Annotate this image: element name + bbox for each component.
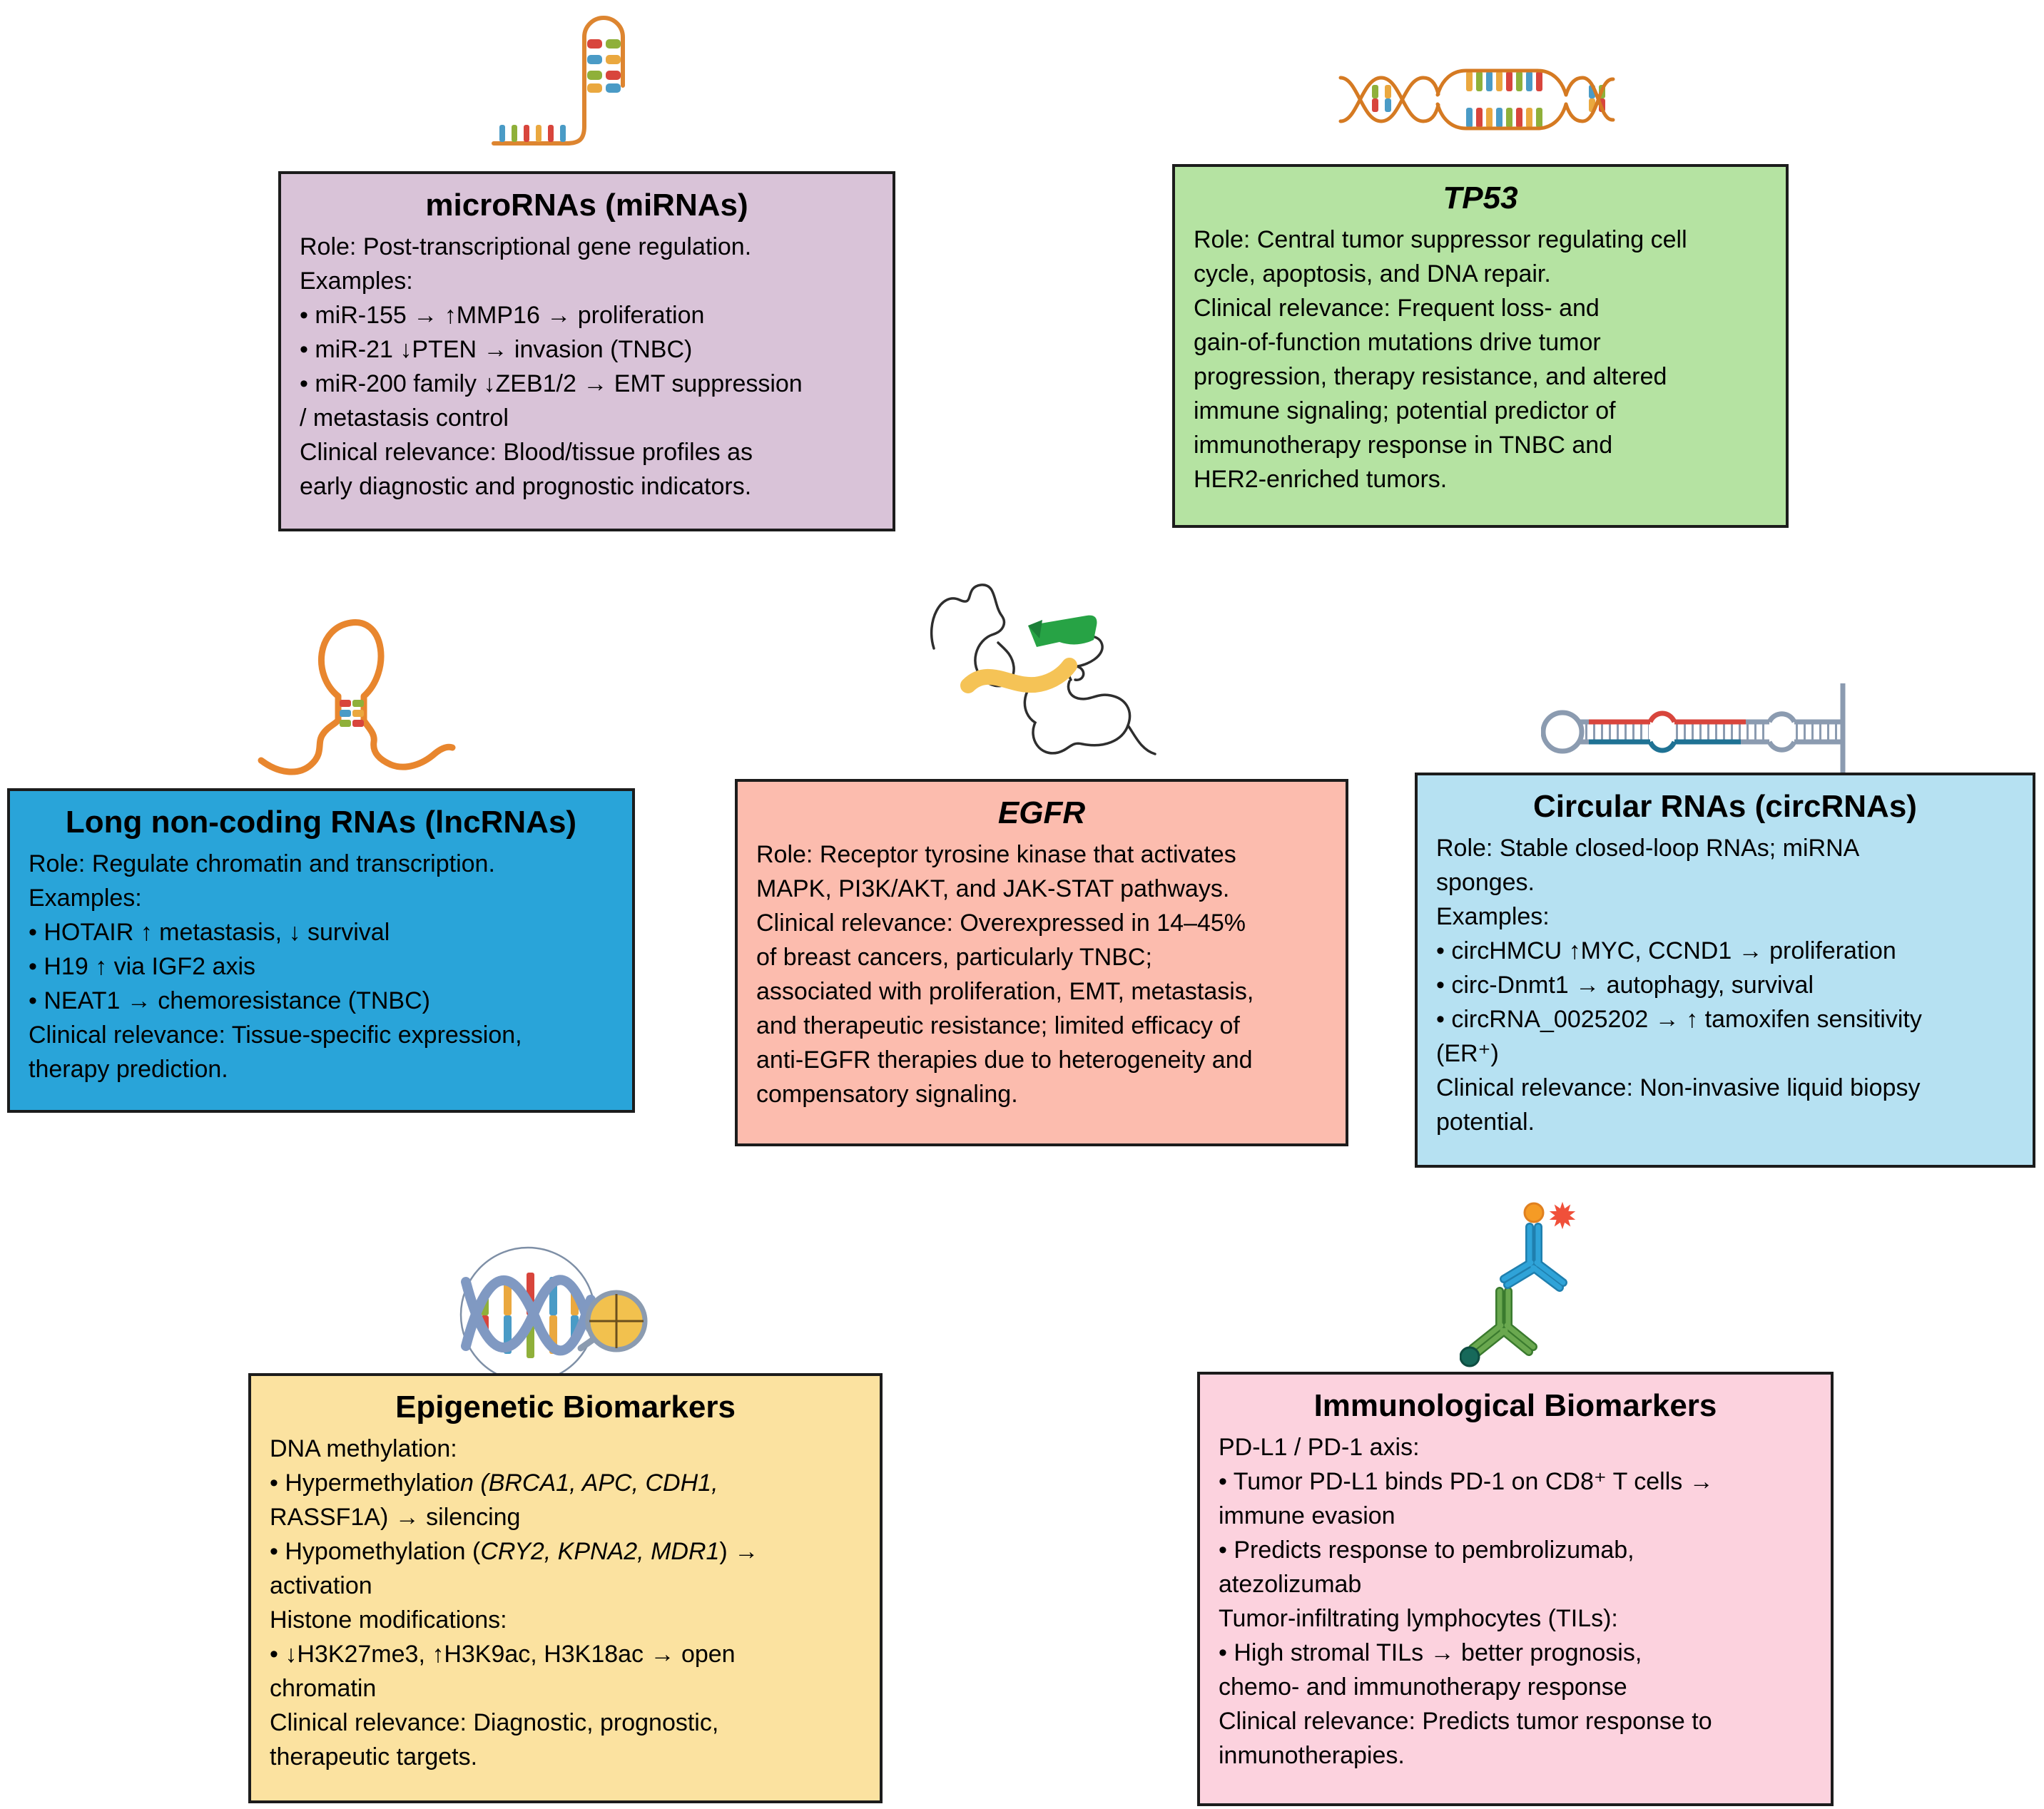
text-line: [270, 1500, 861, 1534]
text-line: [29, 949, 614, 984]
text-segment: • Predicts response to pembrolizumab,: [1219, 1537, 1634, 1564]
text-line: [300, 401, 874, 435]
text-segment: activation: [270, 1572, 372, 1599]
text-line: [300, 367, 874, 401]
protein-sheet-ribbon: [1028, 616, 1097, 647]
text-line: [1194, 291, 1767, 325]
text-segment: Role: Regulate chromatin and transcription.: [29, 850, 495, 877]
text-line: [1436, 1002, 2014, 1036]
long-noncoding-rna-strand-icon: [251, 612, 458, 787]
text-segment: chromatin: [270, 1675, 377, 1702]
text-line: [29, 881, 614, 915]
text-line: [1219, 1533, 1812, 1567]
text-line: [1219, 1601, 1812, 1636]
text-line: [1219, 1738, 1812, 1773]
immunological-box-title: Immunological Biomarkers: [1313, 1388, 1717, 1423]
text-line: [1436, 900, 2014, 934]
tp53-box-body: [1194, 223, 1767, 496]
protein-ribbon-icon: [924, 580, 1159, 776]
text-line: [1219, 1670, 1812, 1704]
text-segment: • Hypermethylatio: [270, 1469, 461, 1497]
text-line: [300, 264, 874, 298]
helix-bases: [1372, 71, 1605, 128]
text-segment: Clinical relevance: Overexpressed in 14–45%: [756, 909, 1246, 937]
text-line: [270, 1534, 861, 1569]
text-line: [300, 469, 874, 504]
text-line: [756, 1077, 1327, 1111]
text-line: [1219, 1464, 1812, 1499]
hairpin-base-pairs: [587, 39, 621, 93]
text-segment: progression, therapy resistance, and altered: [1194, 363, 1667, 390]
text-segment: • NEAT1 → chemoresistance (TNBC): [29, 987, 430, 1014]
text-line: [300, 435, 874, 469]
text-segment: immune signaling; potential predictor of: [1194, 397, 1616, 424]
text-segment: Clinical relevance: Non-invasive liquid biopsy: [1436, 1074, 1921, 1101]
text-line: [1219, 1704, 1812, 1738]
text-line: [1436, 831, 2014, 865]
text-segment: anti-EGFR therapies due to heterogeneity and: [756, 1046, 1253, 1074]
text-segment: • Hypomethylation (: [270, 1538, 481, 1565]
text-line: [1194, 428, 1767, 462]
text-segment: Examples:: [300, 267, 413, 295]
text-segment: Histone modifications:: [270, 1606, 507, 1634]
text-segment: therapeutic targets.: [270, 1743, 478, 1770]
text-segment: Examples:: [1436, 903, 1550, 930]
lncrna-base-pairs: [340, 700, 364, 727]
text-line: [1436, 1105, 2014, 1139]
text-line: [29, 1052, 614, 1086]
circrna-box: [1415, 773, 2035, 1168]
text-segment: ) →: [719, 1538, 759, 1565]
text-segment: potential.: [1436, 1109, 1535, 1136]
egfr-box-title: EGFR: [997, 795, 1086, 830]
lncrna-strand: [261, 623, 452, 772]
text-segment: atezolizumab: [1219, 1571, 1362, 1598]
text-segment: Clinical relevance: Frequent loss- and: [1194, 295, 1600, 322]
dna-double-helix-icon: [1338, 44, 1616, 155]
text-line: [300, 298, 874, 332]
tp53-box: [1172, 164, 1789, 528]
egfr-box: [735, 779, 1348, 1146]
text-line: [270, 1740, 861, 1774]
mirna-box: [278, 171, 895, 531]
green-epitope-dot: [1460, 1347, 1479, 1366]
text-line: [270, 1466, 861, 1500]
text-segment: • Tumor PD-L1 binds PD-1 on CD8⁺ T cells →: [1219, 1468, 1714, 1495]
text-line: [1194, 223, 1767, 257]
text-segment: Clinical relevance: Blood/tissue profiles as: [300, 439, 753, 466]
text-segment: n (BRCA1, APC, CDH1,: [460, 1469, 718, 1497]
immunological-box-body: [1219, 1430, 1812, 1773]
text-segment: • HOTAIR ↑ metastasis, ↓ survival: [29, 919, 390, 946]
lncrna-box-body: [29, 847, 614, 1086]
text-line: [756, 940, 1327, 974]
blue-antibody: [1504, 1203, 1563, 1288]
text-segment: inmunotherapies.: [1219, 1742, 1405, 1769]
egfr-box-body: [756, 837, 1327, 1111]
text-line: [1219, 1430, 1812, 1464]
text-line: [270, 1706, 861, 1740]
text-segment: • circHMCU ↑MYC, CCND1 → proliferation: [1436, 937, 1896, 964]
circular-rna-secondary-structure-icon: [1541, 678, 1855, 785]
mirna-box-body: [300, 230, 874, 504]
text-segment: HER2-enriched tumors.: [1194, 466, 1448, 493]
text-line: [1436, 1036, 2014, 1071]
text-segment: Examples:: [29, 885, 142, 912]
text-segment: • H19 ↑ via IGF2 axis: [29, 953, 256, 980]
protein-backbone: [932, 585, 1155, 754]
text-segment: • circRNA_0025202 → ↑ tamoxifen sensitivity: [1436, 1006, 1922, 1033]
mirna-box-title: microRNAs (miRNAs): [425, 188, 748, 223]
text-line: [756, 872, 1327, 906]
epigenetic-box-body: [270, 1432, 861, 1774]
text-segment: • ↓H3K27me3, ↑H3K9ac, H3K18ac → open: [270, 1641, 736, 1668]
text-segment: MAPK, PI3K/AKT, and JAK-STAT pathways.: [756, 875, 1230, 902]
text-line: [270, 1671, 861, 1706]
text-segment: chemo- and immunotherapy response: [1219, 1673, 1627, 1701]
immunological-box: [1197, 1372, 1834, 1806]
tp53-box-title: TP53: [1443, 180, 1518, 215]
text-segment: immunotherapy response in TNBC and: [1194, 432, 1613, 459]
text-segment: Clinical relevance: Tissue-specific expression,: [29, 1021, 522, 1049]
text-segment: early diagnostic and prognostic indicators.: [300, 473, 752, 500]
antibody-icon: [1460, 1194, 1677, 1381]
text-segment: • circ-Dnmt1 → autophagy, survival: [1436, 972, 1814, 999]
text-segment: of breast cancers, particularly TNBC;: [756, 944, 1152, 971]
hairpin-base-ticks: [499, 125, 566, 142]
rna-hairpin-icon: [489, 6, 635, 165]
circrna-box-title: Circular RNAs (circRNAs): [1533, 789, 1917, 824]
text-segment: Role: Central tumor suppressor regulating cell: [1194, 226, 1687, 253]
epigenetic-box-title: Epigenetic Biomarkers: [395, 1390, 736, 1425]
text-line: [1219, 1636, 1812, 1670]
text-segment: • High stromal TILs → better prognosis,: [1219, 1639, 1642, 1666]
text-line: [1219, 1499, 1812, 1533]
text-line: [270, 1432, 861, 1466]
text-line: [1194, 257, 1767, 291]
circrna-box-body: [1436, 831, 2014, 1139]
text-line: [270, 1603, 861, 1637]
text-line: [1194, 360, 1767, 394]
text-line: [756, 1043, 1327, 1077]
text-segment: associated with proliferation, EMT, metastasis,: [756, 978, 1254, 1005]
text-segment: compensatory signaling.: [756, 1081, 1018, 1108]
text-segment: immune evasion: [1219, 1502, 1395, 1529]
text-segment: Tumor-infiltrating lymphocytes (TILs):: [1219, 1605, 1618, 1632]
text-segment: RASSF1A) → silencing: [270, 1504, 521, 1531]
text-segment: and therapeutic resistance; limited efficacy of: [756, 1012, 1240, 1039]
text-segment: (ER⁺): [1436, 1040, 1499, 1067]
text-segment: Role: Stable closed-loop RNAs; miRNA: [1436, 835, 1860, 862]
text-segment: / metastasis control: [300, 404, 509, 432]
text-line: [270, 1569, 861, 1603]
text-line: [1194, 462, 1767, 496]
lncrna-box: [7, 788, 635, 1113]
text-line: [1436, 1071, 2014, 1105]
text-line: [300, 332, 874, 367]
text-line: [29, 984, 614, 1018]
hairpin-strand: [494, 18, 623, 143]
text-line: [1436, 865, 2014, 900]
text-line: [756, 1009, 1327, 1043]
text-line: [756, 906, 1327, 940]
text-line: [756, 974, 1327, 1009]
text-line: [29, 915, 614, 949]
text-line: [1436, 968, 2014, 1002]
text-segment: cycle, apoptosis, and DNA repair.: [1194, 260, 1551, 287]
text-segment: therapy prediction.: [29, 1056, 228, 1083]
text-segment: gain-of-function mutations drive tumor: [1194, 329, 1601, 356]
text-segment: • miR-21 ↓PTEN → invasion (TNBC): [300, 336, 693, 363]
epigenetic-box: [248, 1373, 883, 1803]
text-line: [29, 1018, 614, 1052]
text-segment: sponges.: [1436, 869, 1535, 896]
text-line: [756, 837, 1327, 872]
text-segment: Role: Receptor tyrosine kinase that activates: [756, 841, 1236, 868]
text-line: [29, 847, 614, 881]
text-line: [1194, 325, 1767, 360]
virus-starburst: [1550, 1202, 1575, 1229]
text-segment: PD-L1 / PD-1 axis:: [1219, 1434, 1420, 1461]
text-line: [1194, 394, 1767, 428]
text-segment: Role: Post-transcriptional gene regulation.: [300, 233, 752, 260]
text-segment: Clinical relevance: Predicts tumor response to: [1219, 1708, 1712, 1735]
text-line: [1436, 934, 2014, 968]
lncrna-box-title: Long non-coding RNAs (lncRNAs): [65, 805, 577, 840]
text-line: [300, 230, 874, 264]
text-line: [1219, 1567, 1812, 1601]
text-segment: DNA methylation:: [270, 1435, 457, 1462]
text-segment: • miR-155 → ↑MMP16 → proliferation: [300, 302, 705, 329]
text-segment: CRY2, KPNA2, MDR1: [480, 1538, 720, 1565]
text-line: [270, 1637, 861, 1671]
green-antibody: [1460, 1291, 1533, 1366]
protein-helix-ribbon: [968, 666, 1069, 686]
text-segment: • miR-200 family ↓ZEB1/2 → EMT suppression: [300, 370, 803, 397]
orange-antigen-dot: [1525, 1203, 1543, 1222]
dna-helix-magnifier-icon: [455, 1243, 659, 1387]
text-segment: Clinical relevance: Diagnostic, prognostic,: [270, 1709, 719, 1736]
